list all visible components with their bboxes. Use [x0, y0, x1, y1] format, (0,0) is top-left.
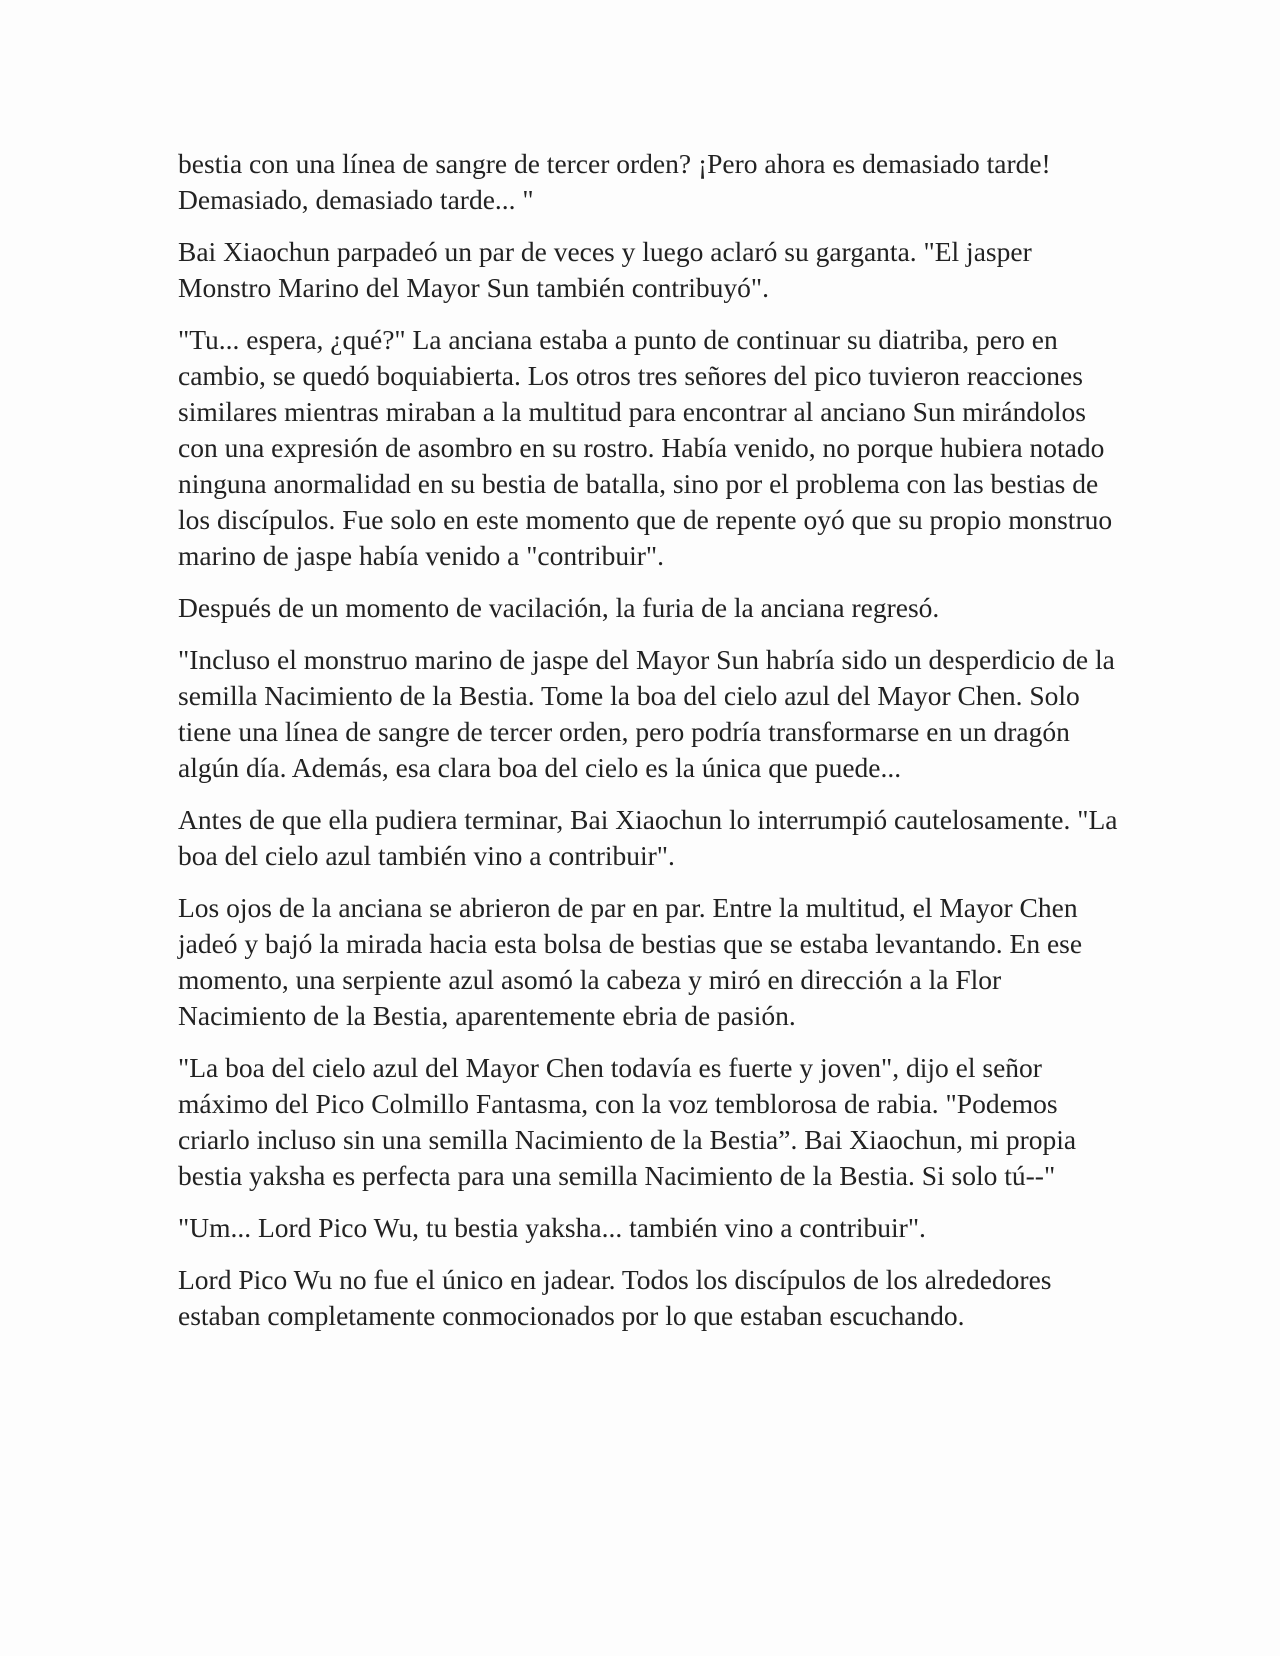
paragraph-9: "Um... Lord Pico Wu, tu bestia yaksha... también vino a contribuir". — [178, 1212, 926, 1243]
paragraph-10: Lord Pico Wu no fue el único en jadear. Todos los discípulos de los alrededores estaban completamente conmocionados por lo que estaban escuchando. — [178, 1264, 1052, 1331]
paragraph-7: Los ojos de la anciana se abrieron de par en par. Entre la multitud, el Mayor Chen jadeó y bajó la mirada hacia esta bolsa de bestias que se estaba levantando. En ese momento, una serpiente azul asomó la cabeza y miró en dirección a la Flor Nacimiento de la Bestia, aparentemente ebria de pasión. — [178, 892, 1083, 1031]
paragraph-5: "Incluso el monstruo marino de jaspe del Mayor Sun habría sido un desperdicio de la semilla Nacimiento de la Bestia. Tome la boa del cielo azul del Mayor Chen. Solo tiene una línea de sangre de tercer orden, pero podría transformarse en un dragón algún día. Además, esa clara boa del cielo es la única que puede... — [178, 644, 1115, 783]
paragraph-1: bestia con una línea de sangre de tercer orden? ¡Pero ahora es demasiado tarde! Demasiado, demasiado tarde... " — [178, 148, 1051, 215]
paragraph-8: "La boa del cielo azul del Mayor Chen todavía es fuerte y joven", dijo el señor máximo del Pico Colmillo Fantasma, con la voz temblorosa de rabia. "Podemos criarlo incluso sin una semilla Nacimiento de la Bestia”. Bai Xiaochun, mi propia bestia yaksha es perfecta para una semilla Nacimiento de la Bestia. Si solo tú--" — [178, 1052, 1077, 1191]
paragraph-6: Antes de que ella pudiera terminar, Bai Xiaochun lo interrumpió cautelosamente. "La boa del cielo azul también vino a contribuir". — [178, 804, 1118, 871]
paragraph-3: "Tu... espera, ¿qué?" La anciana estaba a punto de continuar su diatriba, pero en cambio, se quedó boquiabierta. Los otros tres señores del pico tuvieron reacciones similares mientras miraban a la multitud para encontrar al anciano Sun mirándolos con una expresión de asombro en su rostro. Había venido, no porque hubiera notado ninguna anormalidad en su bestia de batalla, sino por el problema con las bestias de los discípulos. Fue solo en este momento que de repente oyó que su propio monstruo marino de jaspe había venido a "contribuir". — [178, 324, 1113, 571]
paragraph-2: Bai Xiaochun parpadeó un par de veces y luego aclaró su garganta. "El jasper Monstro Marino del Mayor Sun también contribuyó". — [178, 236, 1032, 303]
paragraph-4: Después de un momento de vacilación, la furia de la anciana regresó. — [178, 592, 940, 623]
document-page — [178, 146, 1128, 1350]
